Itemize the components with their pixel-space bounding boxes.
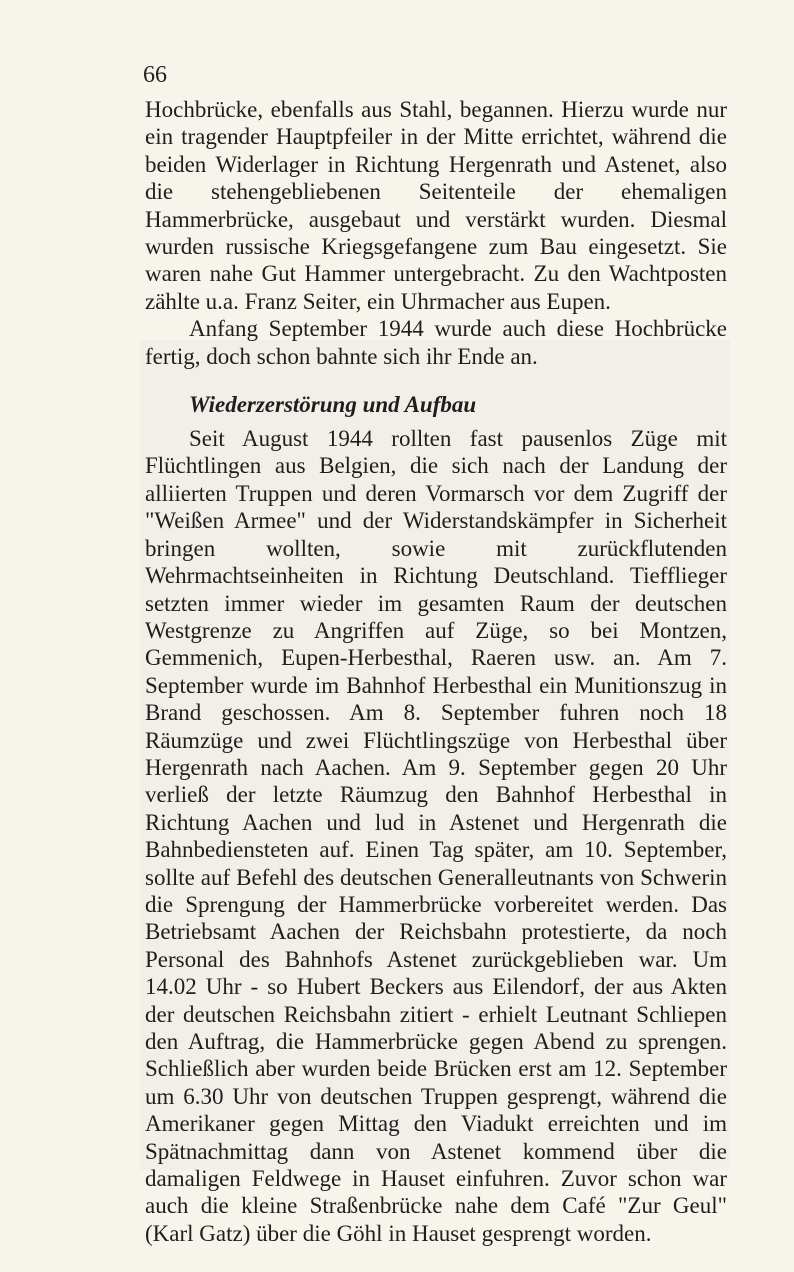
- paragraph-destruction: Seit August 1944 rollten fast pausenlos Züge mit Flüchtlingen aus Belgien, die sich nach der Landung der alliierten Truppen und deren Vormarsch vor dem Zugriff der "Weißen Armee" und der Widerstandskämpfer in Sicherheit bringen wollten, sowie mit zurückflutenden Wehrmachtseinheiten in Richtung Deutschland. Tiefflieger setzten immer wieder im gesamten Raum der deutschen Westgrenze zu Angriffen auf Züge, so bei Montzen, Gemmenich, Eupen-Herbesthal, Raeren usw. an. Am 7. September wurde im Bahnhof Herbesthal ein Munitionszug in Brand geschossen. Am 8. September fuhren noch 18 Räumzüge und zwei Flüchtlingszüge von Herbesthal über Hergenrath nach Aachen. Am 9. September gegen 20 Uhr verließ der letzte Räumzug den Bahnhof Herbesthal in Richtung Aachen und lud in Astenet und Hergenrath die Bahnbediensteten auf. Einen Tag später, am 10. September, sollte auf Befehl des deutschen Generalleutnants von Schwerin die Sprengung der Hammerbrücke vorbereitet werden. Das Betriebsamt Aachen der Reichsbahn protestierte, da noch Personal des Bahnhofs Astenet zurückgeblieben war. Um 14.02 Uhr - so Hubert Beckers aus Eilendorf, der aus Akten der deutschen Reichsbahn zitiert - erhielt Leutnant Schliepen den Auftrag, die Hammerbrücke gegen Abend zu sprengen. Schließlich aber wurden beide Brücken erst am 12. September um 6.30 Uhr von deutschen Truppen gesprengt, während die Amerikaner gegen Mittag den Viadukt erreichten und im Spätnachmittag dann von Astenet kommend über die damaligen Feldwege in Hauset einfuhren. Zuvor schon war auch die kleine Straßenbrücke nahe dem Café "Zur Geul" (Karl Gatz) über die Göhl in Hauset gesprengt worden.: [145, 426, 727, 1246]
- body-text: [145, 96, 727, 1247]
- page-number: 66: [143, 62, 167, 88]
- paragraph-bridge-completion: Anfang September 1944 wurde auch diese Hochbrücke fertig, doch schon bahnte sich ihr Ende an.: [145, 316, 727, 369]
- section-heading: Wiederzerstörung und Aufbau: [189, 392, 477, 418]
- paragraph-bridge-construction: Hochbrücke, ebenfalls aus Stahl, begannen. Hierzu wurde nur ein tragender Hauptpfeiler in der Mitte errichtet, während die beiden Widerlager in Richtung Hergenrath und Astenet, also die stehengebliebenen Seitenteile der ehemaligen Hammerbrücke, ausgebaut und verstärkt wurden. Diesmal wurden russische Kriegsgefangene zum Bau eingesetzt. Sie waren nahe Gut Hammer untergebracht. Zu den Wachtposten zählte u.a. Franz Seiter, ein Uhrmacher aus Eupen.: [145, 97, 727, 314]
